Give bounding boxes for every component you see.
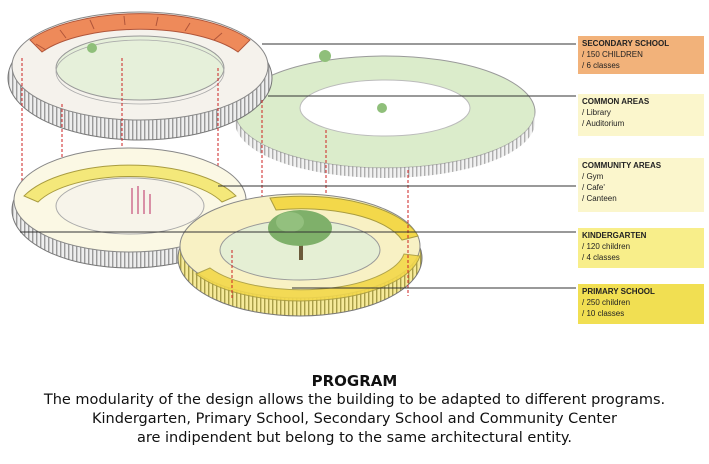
legend-detail: / 10 classes	[582, 309, 625, 318]
legend-common-areas	[578, 94, 704, 136]
legend-detail: / Cafe'	[582, 183, 605, 192]
legend-detail: / Canteen	[582, 194, 617, 203]
caption-title: PROGRAM	[311, 372, 398, 390]
common-area-ring	[235, 56, 535, 178]
legend-primary-school	[578, 284, 704, 324]
caption-line: are indipendent but belong to the same architectural entity.	[136, 430, 573, 446]
legend-detail: / 150 CHILDREN	[582, 50, 643, 59]
secondary-school-ring	[8, 12, 272, 140]
program-caption	[0, 372, 709, 448]
legend-title: KINDERGARTEN	[582, 231, 647, 240]
legend-detail: / 250 children	[582, 298, 631, 307]
caption-line: Kindergarten, Primary School, Secondary School and Community Center	[92, 411, 617, 427]
legend-detail: / Auditorium	[582, 119, 625, 128]
legend-detail: / Gym	[582, 172, 604, 181]
caption-line: The modularity of the design allows the building to be adapted to different programs.	[43, 392, 666, 408]
legend-detail: / Library	[582, 108, 611, 117]
legend-detail: / 120 children	[582, 242, 631, 251]
legend-kindergarten	[578, 228, 704, 268]
legend-detail: / 4 classes	[582, 253, 620, 262]
legend-secondary-school	[578, 36, 704, 74]
legend-title: COMMUNITY AREAS	[582, 161, 662, 170]
legend-title: PRIMARY SCHOOL	[582, 287, 655, 296]
legend-title: COMMON AREAS	[582, 97, 650, 106]
legend-title: SECONDARY SCHOOL	[582, 39, 670, 48]
legend-community-areas	[578, 158, 704, 212]
legend-detail: / 6 classes	[582, 61, 620, 70]
